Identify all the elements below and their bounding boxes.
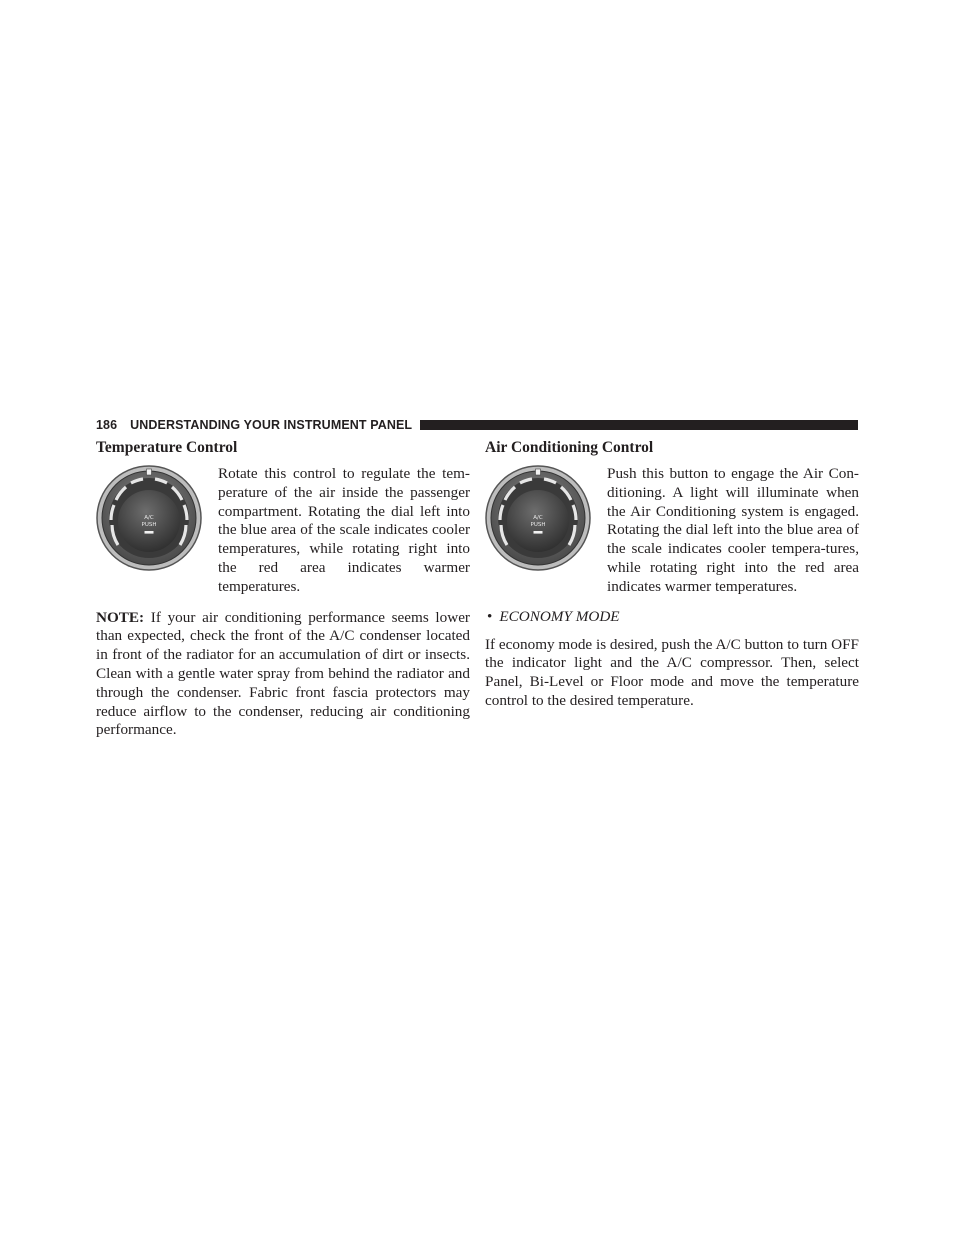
temperature-figure-text: Rotate this control to regulate the tem-perature of the air inside the passenger compartment. Rotating the dial left into the blue area of the scale indicates cooler temperatures, while rotating right into the red area indicates warmer temperatures. — [218, 465, 470, 595]
temperature-figure-row — [96, 465, 470, 597]
dial-label-push: PUSH — [530, 522, 546, 528]
economy-mode-bullet — [485, 607, 859, 627]
left-column — [96, 437, 470, 740]
ac-control-heading: Air Conditioning Control — [485, 439, 654, 456]
dial-label-push: PUSH — [141, 522, 157, 528]
ac-figure-row — [485, 465, 859, 597]
temperature-control-heading: Temperature Control — [96, 439, 238, 456]
dial-label-ac: A/C — [533, 515, 543, 521]
note-label: NOTE: — [96, 608, 145, 626]
header-rule — [420, 420, 858, 430]
economy-mode-label: ECONOMY MODE — [499, 607, 620, 625]
bullet-dot: • — [487, 607, 493, 625]
temperature-dial-icon — [96, 465, 218, 571]
temperature-dial-figure — [96, 465, 218, 597]
economy-mode-paragraph: If economy mode is desired, push the A/C button to turn OFF the indicator light and the A/C compressor. Then, select Panel, Bi-Level or Floor mode and move the temperature control to the desired temperature. — [485, 635, 859, 709]
ac-dial-icon — [485, 465, 607, 571]
note-paragraph — [96, 609, 470, 741]
page-number: 186 — [96, 418, 118, 432]
ac-dial-figure — [485, 465, 607, 597]
ac-figure-text: Push this button to engage the Air Con-ditioning. A light will illuminate when the Air Conditioning system is engaged. Rotating the dial left into the blue area of the scale indicates cooler tempera-tures, while rotating right into the red area indicates warmer temperatures. — [607, 465, 859, 595]
section-title: UNDERSTANDING YOUR INSTRUMENT PANEL — [130, 418, 413, 432]
note-text: If your air conditioning performance seems lower than expected, check the front of the A/C condenser located in front of the radiator for an accumulation of dirt or insects. Clean with a gentle water spray from behind the radiator and through the condenser. Fabric front fascia protectors may reduce airflow to the condenser, reducing air conditioning performance. — [96, 608, 470, 739]
page-header — [96, 417, 858, 433]
right-column — [485, 437, 859, 711]
dial-label-ac: A/C — [144, 515, 154, 521]
